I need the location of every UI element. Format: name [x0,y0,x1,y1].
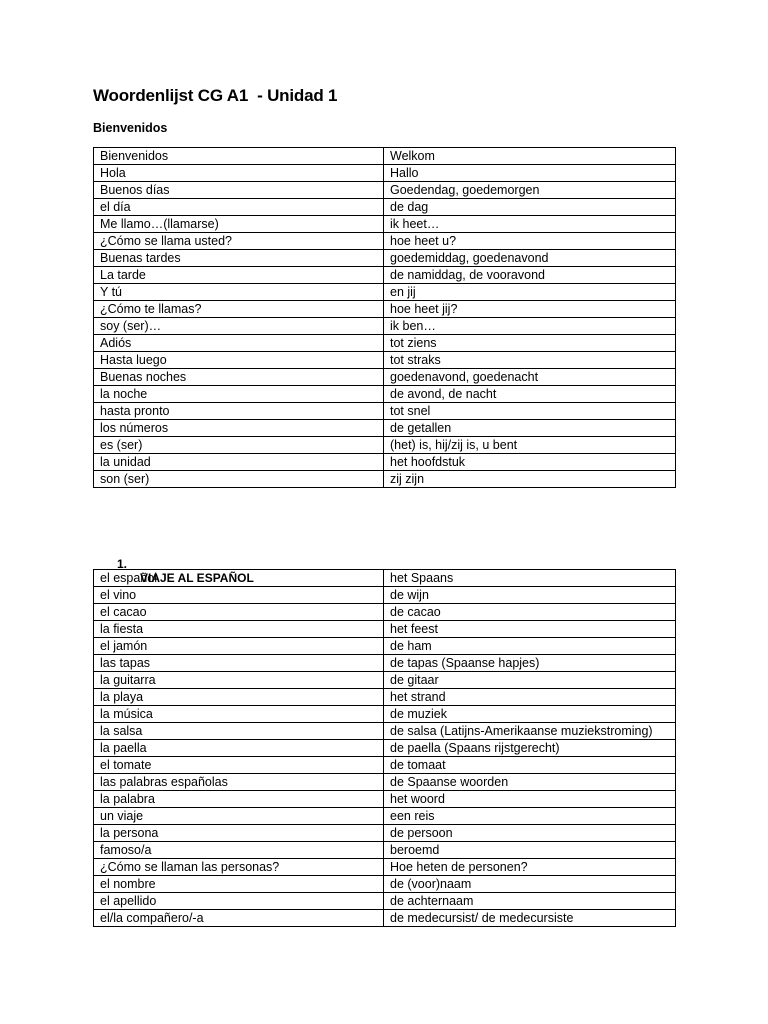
spanish-term: la paella [94,740,384,757]
vocabulary-table-viaje [93,569,676,927]
dutch-translation: goedenavond, goedenacht [384,369,676,386]
spanish-term: el vino [94,587,384,604]
dutch-translation: de paella (Spaans rijstgerecht) [384,740,676,757]
dutch-translation: ik heet… [384,216,676,233]
table-row [94,757,676,774]
dutch-translation: tot straks [384,352,676,369]
page-title: Woordenlijst CG A1 - Unidad 1 [93,86,338,105]
table-row [94,876,676,893]
spanish-term: Buenos días [94,182,384,199]
spanish-term: el español [94,570,384,587]
table-row [94,352,676,369]
dutch-translation: de tomaat [384,757,676,774]
table-row [94,437,676,454]
table-row [94,859,676,876]
spanish-term: la playa [94,689,384,706]
table-row [94,369,676,386]
table-row [94,689,676,706]
dutch-translation: het strand [384,689,676,706]
table-row [94,335,676,352]
dutch-translation: en jij [384,284,676,301]
spanish-term: el nombre [94,876,384,893]
dutch-translation: de cacao [384,604,676,621]
dutch-translation: het woord [384,791,676,808]
table-row [94,165,676,182]
spanish-term: Buenas tardes [94,250,384,267]
table-row [94,267,676,284]
dutch-translation: Goedendag, goedemorgen [384,182,676,199]
table-row [94,570,676,587]
spanish-term: el cacao [94,604,384,621]
dutch-translation: Welkom [384,148,676,165]
spanish-term: Hasta luego [94,352,384,369]
dutch-translation: hoe heet u? [384,233,676,250]
spanish-term: un viaje [94,808,384,825]
spanish-term: el tomate [94,757,384,774]
spanish-term: Bienvenidos [94,148,384,165]
table-row [94,471,676,488]
spanish-term: es (ser) [94,437,384,454]
dutch-translation: de muziek [384,706,676,723]
dutch-translation: de wijn [384,587,676,604]
dutch-translation: de namiddag, de vooravond [384,267,676,284]
spanish-term: la salsa [94,723,384,740]
table-row [94,420,676,437]
table-row [94,672,676,689]
dutch-translation: de tapas (Spaanse hapjes) [384,655,676,672]
spanish-term: la unidad [94,454,384,471]
dutch-translation: Hoe heten de personen? [384,859,676,876]
spanish-term: ¿Cómo te llamas? [94,301,384,318]
spanish-term: Y tú [94,284,384,301]
spanish-term: soy (ser)… [94,318,384,335]
vocabulary-table-bienvenidos [93,147,676,488]
table-row [94,893,676,910]
table-row [94,604,676,621]
dutch-translation: (het) is, hij/zij is, u bent [384,437,676,454]
dutch-translation: de getallen [384,420,676,437]
dutch-translation: een reis [384,808,676,825]
section-heading-text: VIAJE AL ESPAÑOL [140,571,254,585]
dutch-translation: de persoon [384,825,676,842]
table-row [94,723,676,740]
table-row [94,233,676,250]
table-row [94,199,676,216]
dutch-translation: het feest [384,621,676,638]
table-row [94,808,676,825]
table-row [94,148,676,165]
spanish-term: hasta pronto [94,403,384,420]
dutch-translation: de salsa (Latijns-Amerikaanse muziekstroming) [384,723,676,740]
spanish-term: ¿Cómo se llama usted? [94,233,384,250]
table-row [94,910,676,927]
table-row [94,740,676,757]
table-row [94,216,676,233]
table-row [94,250,676,267]
dutch-translation: hoe heet jij? [384,301,676,318]
dutch-translation: het hoofdstuk [384,454,676,471]
section-number: 1. [117,557,128,571]
dutch-translation: tot ziens [384,335,676,352]
table-row [94,791,676,808]
dutch-translation: ik ben… [384,318,676,335]
dutch-translation: de (voor)naam [384,876,676,893]
dutch-translation: Hallo [384,165,676,182]
spanish-term: el día [94,199,384,216]
spanish-term: la música [94,706,384,723]
spanish-term: la fiesta [94,621,384,638]
table-row [94,318,676,335]
spanish-term: el apellido [94,893,384,910]
spanish-term: la palabra [94,791,384,808]
table-row [94,655,676,672]
spanish-term: famoso/a [94,842,384,859]
table-row [94,774,676,791]
spanish-term: el jamón [94,638,384,655]
section-heading-bienvenidos: Bienvenidos [93,121,168,135]
dutch-translation: zij zijn [384,471,676,488]
spanish-term: son (ser) [94,471,384,488]
dutch-translation: tot snel [384,403,676,420]
spanish-term: las palabras españolas [94,774,384,791]
spanish-term: los números [94,420,384,437]
table-row [94,638,676,655]
table-row [94,587,676,604]
dutch-translation: de medecursist/ de medecursiste [384,910,676,927]
table-row [94,403,676,420]
dutch-translation: beroemd [384,842,676,859]
spanish-term: la guitarra [94,672,384,689]
table-row [94,182,676,199]
table-row [94,301,676,318]
dutch-translation: de gitaar [384,672,676,689]
table-row [94,706,676,723]
dutch-translation: de achternaam [384,893,676,910]
spanish-term: Me llamo…(llamarse) [94,216,384,233]
table-row [94,284,676,301]
dutch-translation: de Spaanse woorden [384,774,676,791]
spanish-term: ¿Cómo se llaman las personas? [94,859,384,876]
spanish-term: las tapas [94,655,384,672]
table-row [94,825,676,842]
spanish-term: la persona [94,825,384,842]
dutch-translation: de dag [384,199,676,216]
vocabulary-table-body [94,148,676,488]
table-row [94,386,676,403]
spanish-term: Buenas noches [94,369,384,386]
spanish-term: la noche [94,386,384,403]
spanish-term: el/la compañero/-a [94,910,384,927]
spanish-term: Hola [94,165,384,182]
spanish-term: La tarde [94,267,384,284]
dutch-translation: het Spaans [384,570,676,587]
vocabulary-table-body [94,570,676,927]
table-row [94,621,676,638]
dutch-translation: goedemiddag, goedenavond [384,250,676,267]
dutch-translation: de ham [384,638,676,655]
table-row [94,842,676,859]
spanish-term: Adiós [94,335,384,352]
table-row [94,454,676,471]
dutch-translation: de avond, de nacht [384,386,676,403]
